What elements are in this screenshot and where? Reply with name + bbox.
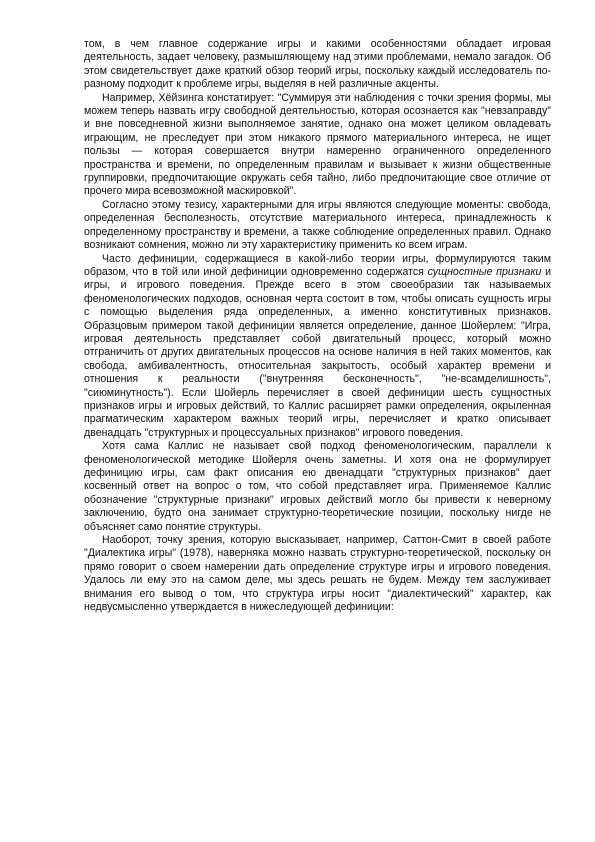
paragraph-4-text-after: и игры, и игрового поведения. Прежде всего в этом своеобразии так называемых феноменологических подходов, основная черта состоит в том, чтобы описать сущность игры с помощью выделения ряда определенных, а именно конститутивных признаков. Образцовым примером такой дефиниции является определение, данное Шойерлем: "Игра, игровая деятельность представляет собой двигательный процесс, который можно отграничить от других двигательных процессов на основе наличия в ней таких моментов, как свобода, амбивалентность, относительная закрытость, особый характер времени и отношения к реальности ("внутренняя бесконечность", "не-всамделишность", "сиюминутность"). Если Шойерль перечисляет в своей дефиниции шесть сущностных признаков игры и игровых действий, то Каллис расширяет рамки определения, окрыленная прагматическим характером важных теорий игры, перечисляет и кратко описывает двенадцать "структурных и процессуальных признаков" игрового поведения. (84, 265, 551, 439)
paragraph-3: Согласно этому тезису, характерными для игры являются следующие моменты: свобода, определенная бесполезность, отсутствие материального интереса, принадлежность к определенному пространству и времени, а также соблюдение определенных правил. Однако возникают сомнения, можно ли эту характеристику применить ко всем играм. (84, 198, 551, 252)
paragraph-4-text-before: Часто дефиниции, содержащиеся в какой-либо теории игры, формулируются таким образом, что в той или иной дефиниции одновременно содержатся (84, 252, 551, 278)
paragraph-4-emphasis: сущностные признаки (427, 265, 542, 278)
paragraph-4 (84, 253, 551, 441)
paragraph-2: Например, Хёйзинга констатирует: "Суммируя эти наблюдения с точки зрения формы, мы можем теперь назвать игру свободной деятельностью, которая осознается как "невзаправду" и вне повседневной жизни выполняемое занятие, однако она может целиком овладевать играющим, не преследует при этом никакого прямого материального интереса, не ищет пользы — которая совершается внутри намеренно ограниченного определенного пространства и времени, по определенным правилам и вызывает к жизни общественные группировки, предпочитающие окружать себя тайно, либо предпочитающие свое отличие от прочего мира всевозможной маскировкой". (84, 91, 551, 198)
paragraph-5: Хотя сама Каллис не называет свой подход феноменологическим, параллели к феноменологической методике Шойерля очень заметны. И хотя она не формулирует дефиницию игры, сам факт описания ею двенадцати "структурных признаков" дает косвенный ответ на вопрос о том, что собой представляет игра. Применяемое Каллис обозначение "структурные признаки" игровых действий могло бы привести к неверному заключению, будто она занимает структурно-теоретические позиции, поскольку нигде не объясняет само понятие структуры. (84, 440, 551, 533)
paragraph-6: Наоборот, точку зрения, которую высказывает, например, Саттон-Смит в своей работе "Диалектика игры" (1978), наверняка можно назвать структурно-теоретической, поскольку он прямо говорит о своем намерении дать определение структуре игры и игрового поведения. Удалось ли ему это на самом деле, мы здесь решать не будем. Между тем заслуживает внимания его вывод о том, что структура игры носит "диалектический" характер, как недвусмысленно утверждается в нижеследующей дефиниции: (84, 534, 551, 614)
paragraph-1: том, в чем главное содержание игры и какими особенностями обладает игровая деятельность, задает человеку, размышляющему над этими проблемами, немало загадок. Об этом свидетельствует даже краткий обзор теорий игры, поскольку каждый исследователь по-разному подходит к проблеме игры, выделяя в ней различные акценты. (84, 38, 551, 91)
